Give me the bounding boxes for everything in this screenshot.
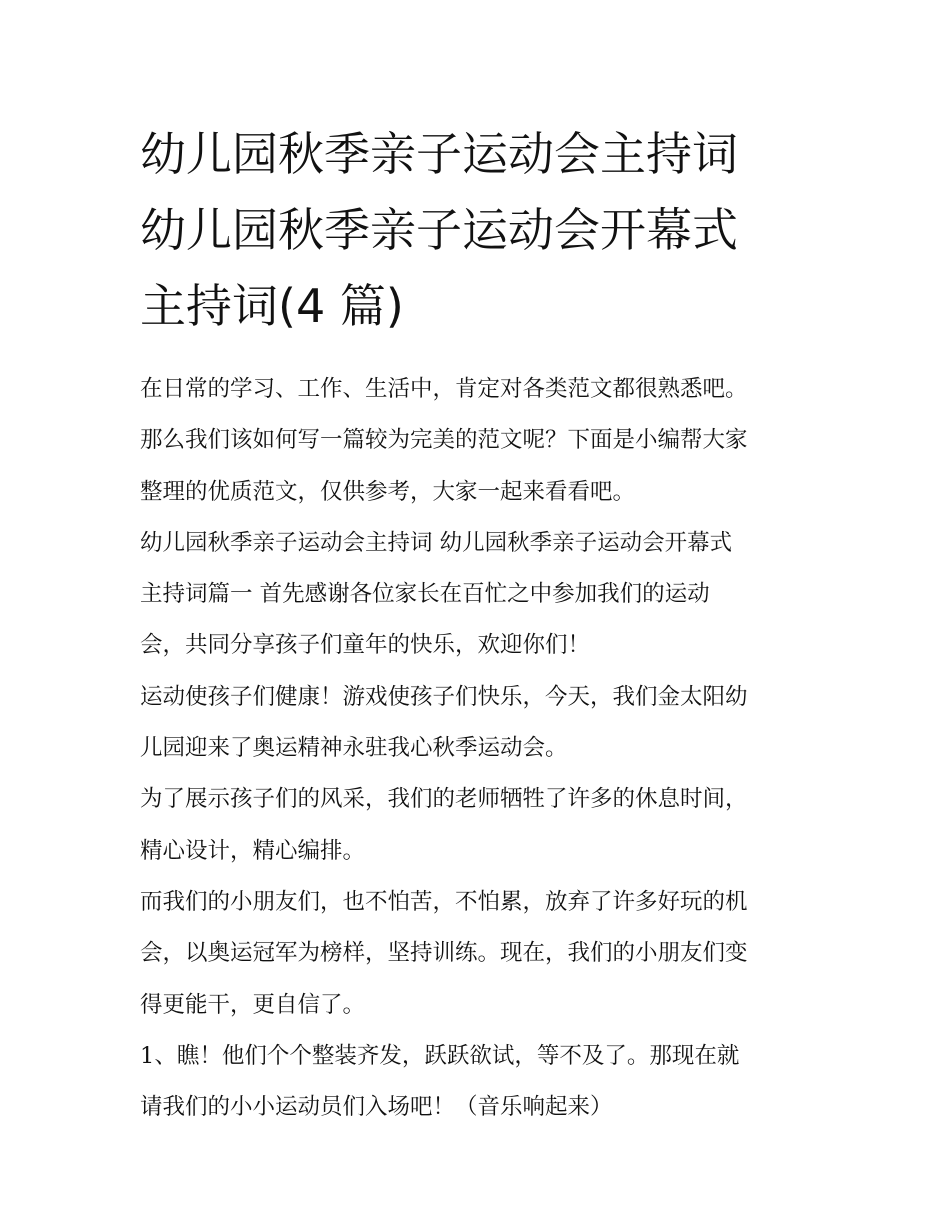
- paragraph-section-heading: [140, 518, 830, 672]
- text-line: 会，共同分享孩子们童年的快乐，欢迎你们！: [140, 632, 591, 659]
- text-line: 运动使孩子们健康！游戏使孩子们快乐，今天，我们金太阳幼: [140, 683, 748, 710]
- text-line: 那么我们该如何写一篇较为完美的范文呢？下面是小编帮大家: [140, 427, 748, 454]
- text-line: 主持词篇一 首先感谢各位家长在百忙之中参加我们的运动: [140, 581, 710, 608]
- text-line: 得更能干，更自信了。: [140, 991, 366, 1018]
- paragraph: [140, 774, 830, 877]
- text-line: 请我们的小小运动员们入场吧！（音乐响起来）: [140, 1094, 613, 1121]
- text-line: 会，以奥运冠军为榜样，坚持训练。现在，我们的小朋友们变: [140, 940, 748, 967]
- paragraph: [140, 877, 830, 1031]
- text-line: 而我们的小朋友们，也不怕苦，不怕累，放弃了许多好玩的机: [140, 888, 748, 915]
- title-line: 主持词(4 篇): [140, 279, 404, 333]
- text-line: 1、瞧！他们个个整装齐发，跃跃欲试，等不及了。那现在就: [140, 1042, 740, 1069]
- text-line: 儿园迎来了奥运精神永驻我心秋季运动会。: [140, 735, 568, 762]
- document-body: [140, 364, 830, 1133]
- text-line: 在日常的学习、工作、生活中，肯定对各类范文都很熟悉吧。: [140, 376, 748, 402]
- text-line: 为了展示孩子们的风采，我们的老师牺牲了许多的休息时间，: [140, 786, 748, 813]
- paragraph-intro: [140, 364, 830, 518]
- document-title: [140, 116, 830, 344]
- paragraph: [140, 672, 830, 775]
- document-content: [140, 116, 830, 1133]
- text-line: 幼儿园秋季亲子运动会主持词 幼儿园秋季亲子运动会开幕式: [140, 529, 733, 556]
- title-line: 幼儿园秋季亲子运动会主持词: [140, 127, 738, 181]
- paragraph: [140, 1031, 830, 1134]
- text-line: 精心设计，精心编排。: [140, 837, 366, 864]
- text-line: 整理的优质范文，仅供参考，大家一起来看看吧。: [140, 478, 636, 505]
- title-line: 幼儿园秋季亲子运动会开幕式: [140, 203, 738, 257]
